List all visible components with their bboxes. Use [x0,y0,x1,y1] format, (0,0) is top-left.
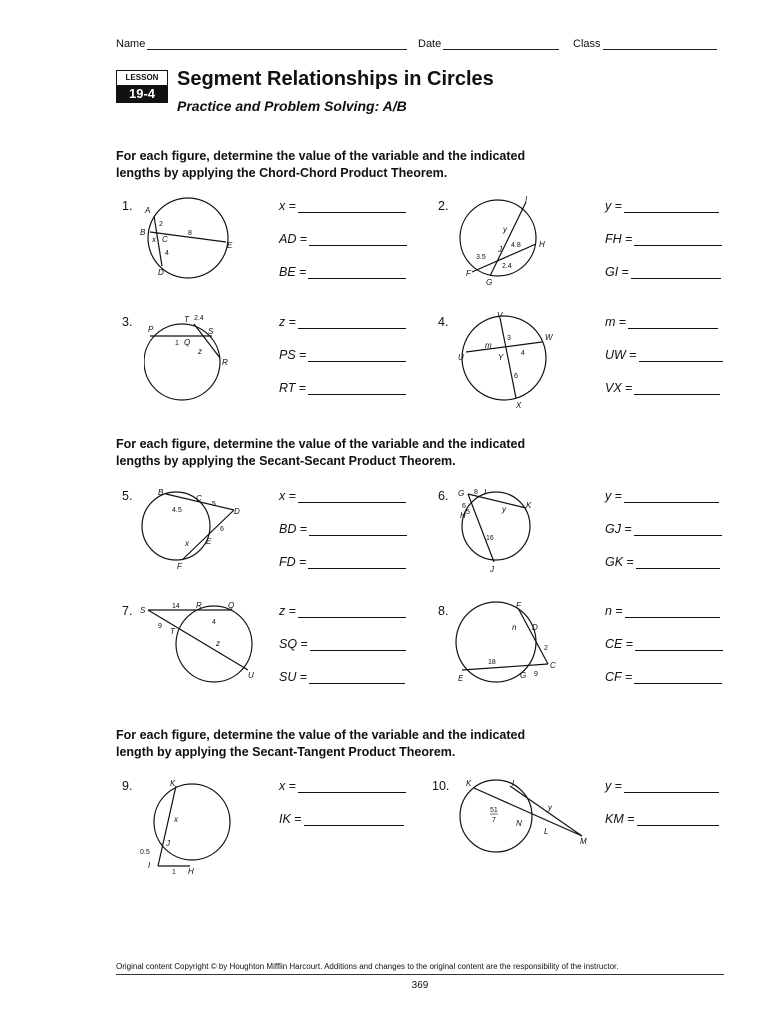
label: 2 [159,221,163,228]
circle [154,784,230,860]
label: U [458,353,464,362]
label: I [148,861,151,870]
label: G [458,489,465,498]
label: B [140,228,146,237]
label: x [152,235,156,244]
answer-line[interactable]: y = [605,489,719,503]
figure-3-chord-diagram [144,310,244,402]
page-subtitle: Practice and Problem Solving: A/B [177,98,407,114]
label: E [227,241,233,250]
secant-fd [182,510,234,560]
label: Y [498,353,504,362]
label: T [170,627,175,636]
label: I [512,779,515,788]
label: 6 [220,526,224,533]
figure-5-secant-diagram [140,484,250,574]
label: 4.8 [511,242,521,249]
answer-line[interactable]: SQ = [279,637,406,651]
circle [460,200,536,276]
name-label: Name [116,38,146,50]
label: 7 [492,817,496,824]
answer-line[interactable]: m = [605,315,718,329]
chord-uw [466,342,542,352]
answer-line[interactable]: x = [279,779,406,793]
label: R [196,601,202,610]
figure-10-tangent-diagram [452,776,602,868]
figure-7-secant-diagram [136,598,264,690]
figure-6-secant-diagram [454,484,544,576]
label: 4 [521,350,525,357]
label: Q [228,601,235,610]
answer-line[interactable]: CF = [605,670,722,684]
label: z [216,639,220,648]
figure-1-chord-diagram [136,196,246,282]
secant-gk [468,494,526,508]
label: H [539,240,545,249]
label: n [512,623,517,632]
problem-number: 7. [122,604,133,618]
label: W [545,333,553,342]
label: 16 [486,535,494,542]
label: P [148,325,154,334]
secant-ce [462,664,548,670]
label: J [490,565,494,574]
page-title: Segment Relationships in Circles [177,68,494,90]
label: B [158,488,164,497]
circle [462,492,530,560]
label: H [188,867,194,876]
class-label: Class [573,38,601,50]
label: 6 [462,503,466,510]
label: 51 [490,807,498,814]
answer-line[interactable]: BE = [279,265,406,279]
label: T [184,315,189,324]
circle [176,606,252,682]
label: S [208,327,214,336]
label: H [460,511,466,520]
label: N [516,819,522,828]
label: Q [184,338,191,347]
class-field[interactable] [573,38,717,50]
answer-line[interactable]: KM = [605,812,719,826]
label: 4.5 [172,507,182,514]
secant-gj [468,494,494,562]
answer-line[interactable]: z = [279,604,406,618]
tangent-instructions: For each figure, determine the value of the variable and the indicated length by applying the Secant-Tangent Product Theorem. [116,728,526,759]
answer-line[interactable]: UW = [605,348,723,362]
copyright-note: Original content Copyright © by Houghton Mifflin Harcourt. Additions and changes to the original content are the responsibility of the instructor. [116,962,619,971]
label: 1 [175,340,179,347]
label: 0.5 [140,849,150,856]
name-field[interactable] [116,38,407,50]
figure-8-secant-diagram [450,598,568,690]
secant-ik [158,786,176,866]
figure-9-tangent-diagram [136,776,246,880]
label: 18 [488,659,496,666]
label: J [166,839,170,848]
answer-line[interactable]: x = [279,489,406,503]
label: E [206,537,212,546]
figure-2-chord-diagram [452,192,562,288]
answer-line[interactable]: y = [605,779,719,793]
label: 2.4 [502,263,512,270]
label: y [503,225,507,234]
label: U [248,671,254,680]
label: 5 [212,501,216,508]
lesson-number: 19-4 [116,85,168,103]
label: D [532,623,538,632]
label: z [198,347,202,356]
label: 2.4 [194,315,204,322]
answer-line[interactable]: AD = [279,232,407,246]
label: I [484,488,487,497]
label: X [516,401,522,410]
label: x [174,815,178,824]
answer-line[interactable]: FD = [279,555,406,569]
date-field[interactable] [418,38,559,50]
answer-line[interactable]: GI = [605,265,721,279]
label: G [486,278,493,287]
label: 8 [188,230,192,237]
label: D [234,507,240,516]
label: K [526,501,532,510]
label: 2 [544,645,548,652]
problem-number: 1. [122,199,133,213]
label: M [580,837,587,846]
label: 6 [514,373,518,380]
label: 9 [158,623,162,630]
answer-line[interactable]: FH = [605,232,722,246]
answer-line[interactable]: CE = [605,637,723,651]
problem-number: 5. [122,489,133,503]
circle [460,780,532,852]
label: 4 [212,619,216,626]
circle [148,198,228,278]
figure-4-chord-diagram [454,310,564,410]
label: 3 [507,335,511,342]
secant-su [148,610,248,670]
problem-number: 6. [438,489,449,503]
answer-line[interactable]: GJ = [605,522,722,536]
label: I [525,195,528,204]
answer-line[interactable]: RT = [279,381,406,395]
label: F [516,601,521,610]
label: R [222,358,228,367]
problem-number: 3. [122,315,133,329]
label: 9 [534,671,538,678]
label: x [185,539,189,548]
problem-number: 10. [432,779,450,793]
answer-line[interactable]: y = [605,199,719,213]
label: 3.5 [476,254,486,261]
label: 5 [466,509,470,516]
label: E [458,674,464,683]
label: K [170,779,176,788]
secant-instructions: For each figure, determine the value of the variable and the indicated lengths by applying the Secant-Secant Product Theorem. [116,437,526,468]
lesson-badge-label: LESSON [116,70,168,85]
label: L [544,827,549,836]
label: G [520,671,527,680]
label: m [485,341,492,350]
page-number: 369 [411,980,429,991]
answer-line[interactable]: PS = [279,348,406,362]
answer-line[interactable]: VX = [605,381,720,395]
answer-line[interactable]: GK = [605,555,720,569]
label: C [550,661,556,670]
label: y [548,803,552,812]
answer-line[interactable]: SU = [279,670,405,684]
label: F [177,562,182,571]
answer-line[interactable]: x = [279,199,406,213]
label: D [158,268,164,277]
label: C [196,494,202,503]
label: A [145,206,151,215]
answer-line[interactable]: z = [279,315,406,329]
label: 8 [474,489,478,496]
label: V [497,311,503,320]
chord-instructions: For each figure, determine the value of the variable and the indicated lengths by applying the Chord-Chord Product Theorem. [116,149,526,180]
label: 4 [165,250,169,257]
label: y [502,505,506,514]
footer-divider [116,974,724,975]
label: 1 [172,869,176,876]
lesson-badge [116,70,168,104]
problem-number: 8. [438,604,449,618]
label: 14 [172,603,180,610]
date-label: Date [418,38,442,50]
label: S [140,606,146,615]
problem-number: 2. [438,199,449,213]
label: K [466,779,472,788]
answer-line[interactable]: IK = [279,812,404,826]
label: J [498,245,502,254]
label: F [466,269,471,278]
answer-line[interactable]: BD = [279,522,407,536]
circle [462,316,546,400]
answer-line[interactable]: n = [605,604,720,618]
label: C [162,235,168,244]
problem-number: 4. [438,315,449,329]
problem-number: 9. [122,779,133,793]
